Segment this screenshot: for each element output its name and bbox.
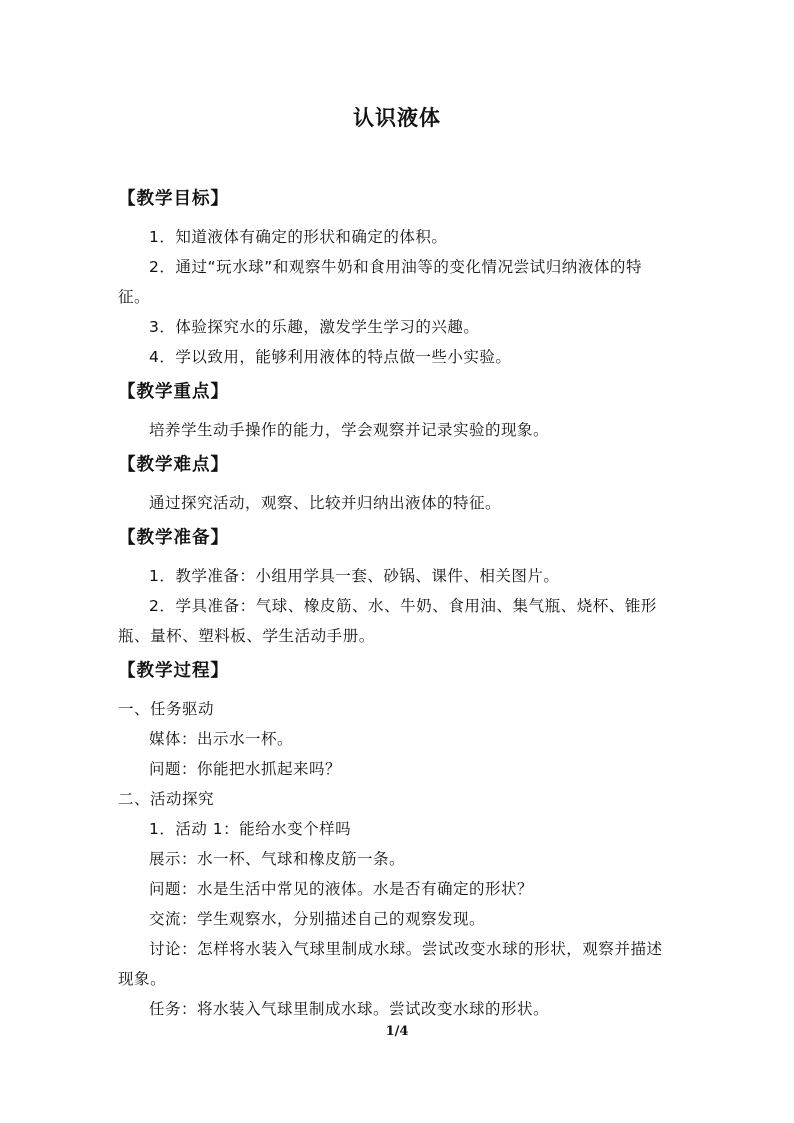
process-part-title: 二、活动探究: [118, 790, 215, 808]
objective-item: 4．学以致用，能够利用液体的特点做一些小实验。: [149, 348, 512, 366]
difficulties-text: 通过探究活动，观察、比较并归纳出液体的特征。: [149, 494, 502, 512]
document-body: [118, 184, 674, 1024]
objective-item: 2．通过“玩水球”和观察牛奶和食用油等的变化情况尝试归纳液体的特征。: [118, 258, 643, 306]
process-line: 问题：你能把水抓起来吗？: [149, 760, 342, 778]
preparation-heading: 【教学准备】: [118, 528, 229, 548]
preparation-item: 2．学具准备：气球、橡皮筋、水、牛奶、食用油、集气瓶、烧杯、锥形瓶、量杯、塑料板、学生活动手册。: [118, 597, 657, 645]
process-heading: 【教学过程】: [118, 661, 229, 681]
objectives-heading: 【教学目标】: [118, 189, 229, 209]
key-points-text: 培养学生动手操作的能力，学会观察并记录实验的现象。: [149, 421, 550, 439]
process-line: 交流：学生观察水，分别描述自己的观察发现。: [149, 910, 486, 928]
preparation-item: 1．教学准备：小组用学具一套、砂锅、课件、相关图片。: [149, 567, 560, 585]
process-line: 1．活动 1：能给水变个样吗: [149, 820, 352, 838]
difficulties-heading: 【教学难点】: [118, 455, 229, 475]
objective-item: 3．体验探究水的乐趣，激发学生学习的兴趣。: [149, 318, 480, 336]
process-line: 展示：水一杯、气球和橡皮筋一条。: [149, 850, 406, 868]
document-title: 认识液体: [353, 105, 441, 130]
process-line: 讨论：怎样将水装入气球里制成水球。尝试改变水球的形状，观察并描述现象。: [118, 940, 663, 988]
process-line: 问题：水是生活中常见的液体。水是否有确定的形状？: [149, 880, 534, 898]
process-line: 媒体：出示水一杯。: [149, 730, 294, 748]
objective-item: 1．知道液体有确定的形状和确定的体积。: [149, 228, 448, 246]
key-points-heading: 【教学重点】: [118, 382, 229, 402]
page-number: 1/4: [385, 1024, 409, 1039]
process-part-title: 一、任务驱动: [118, 700, 215, 718]
process-line: 任务：将水装入气球里制成水球。尝试改变水球的形状。: [149, 1000, 550, 1018]
